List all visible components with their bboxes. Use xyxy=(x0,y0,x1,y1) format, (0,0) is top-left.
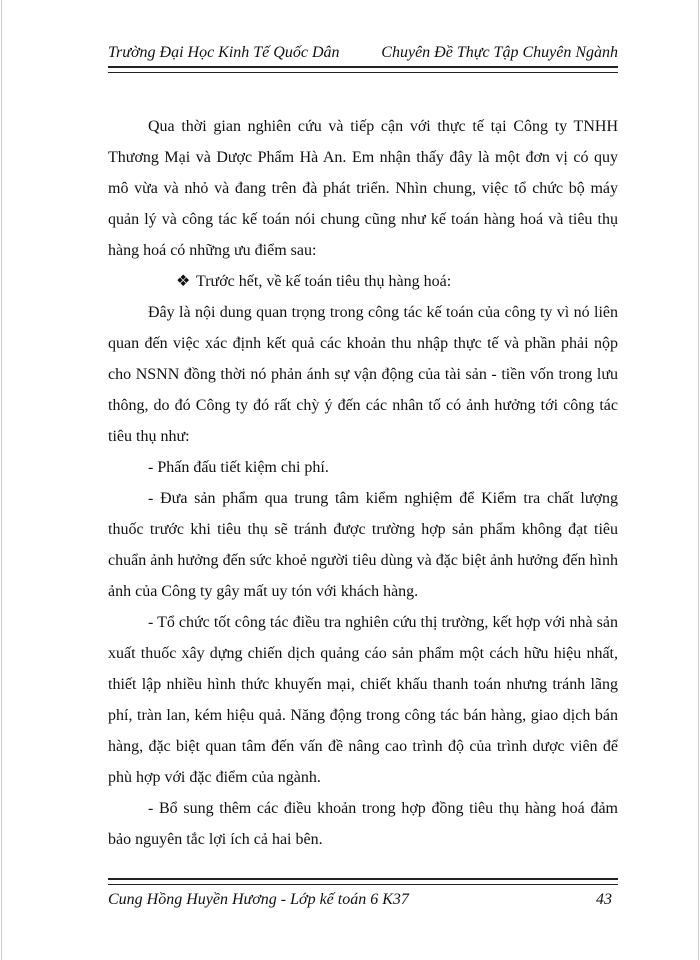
diamond-bullet-icon: ❖ xyxy=(176,273,191,290)
footer-author: Cung Hồng Huyền Hương - Lớp kế toán 6 K37 xyxy=(108,891,409,908)
list-item-cost-saving: - Phấn đấu tiết kiệm chi phí. xyxy=(148,459,329,476)
list-item-contract-terms: - Bổ sung thêm các điều khoản trong hợp đồng tiêu thụ hàng hoá đảm bảo nguyên tắc lợi ích cả hai bên. xyxy=(108,800,618,848)
page-border-right xyxy=(698,0,699,960)
bullet-heading-text: Trước hết, về kế toán tiêu thụ hàng hoá: xyxy=(196,273,452,290)
page-border-left xyxy=(1,0,2,960)
footer-divider xyxy=(108,878,618,885)
page-number: 43 xyxy=(596,891,612,908)
bullet-heading xyxy=(108,266,618,297)
header-divider xyxy=(108,66,618,73)
page-body xyxy=(108,111,618,855)
list-item-market-research: - Tổ chức tốt công tác điều tra nghiên cứu thị trường, kết hợp với nhà sản xuất thuốc xây dựng chiến dịch quảng cáo sản phẩm một cách hữu hiệu nhất, thiết lập nhiều hình thức khuyến mại, chiết khấu thanh toán nhưng tránh lãng phí, tràn lan, kém hiệu quả. Năng động trong công tác bán hàng, giao dịch bán hàng, đặc biệt quan tâm đến vấn đề nâng cao trình độ của trình dược viên để phù hợp với đặc điểm của ngành. xyxy=(108,614,618,786)
header-report-title: Chuyên Đề Thực Tập Chuyên Ngành xyxy=(381,44,618,61)
intro-paragraph: Qua thời gian nghiên cứu và tiếp cận với thực tế tại Công ty TNHH Thương Mại và Dược Phẩm Hà An. Em nhận thấy đây là một đơn vị có quy mô vừa và nhỏ và đang trên đà phát triển. Nhìn chung, việc tổ chức bộ máy quản lý và công tác kế toán nói chung cũng như kế toán hàng hoá và tiêu thụ hàng hoá có những ưu điểm sau: xyxy=(108,118,618,259)
sales-paragraph: Đây là nội dung quan trọng trong công tác kế toán của công ty vì nó liên quan đến việc xác định kết quả các khoản thu nhập thực tế và phần phải nộp cho NSNN đồng thời nó phản ánh sự vận động của tài sản - tiền vốn trong lưu thông, do đó Công ty đó rất chỳ ý đến các nhân tố có ảnh hưởng tới công tác tiêu thụ như: xyxy=(108,304,618,445)
header-university: Trường Đại Học Kinh Tế Quốc Dân xyxy=(108,44,340,61)
list-item-quality-check: - Đưa sản phẩm qua trung tâm kiểm nghiệm để Kiểm tra chất lượng thuốc trước khi tiêu thụ sẽ tránh được trường hợp sản phẩm không đạt tiêu chuẩn ảnh hưởng đến sức khoẻ người tiêu dùng và đặc biệt ảnh hưởng đến hình ảnh của Công ty gây mất uy tón với khách hàng. xyxy=(108,490,618,600)
